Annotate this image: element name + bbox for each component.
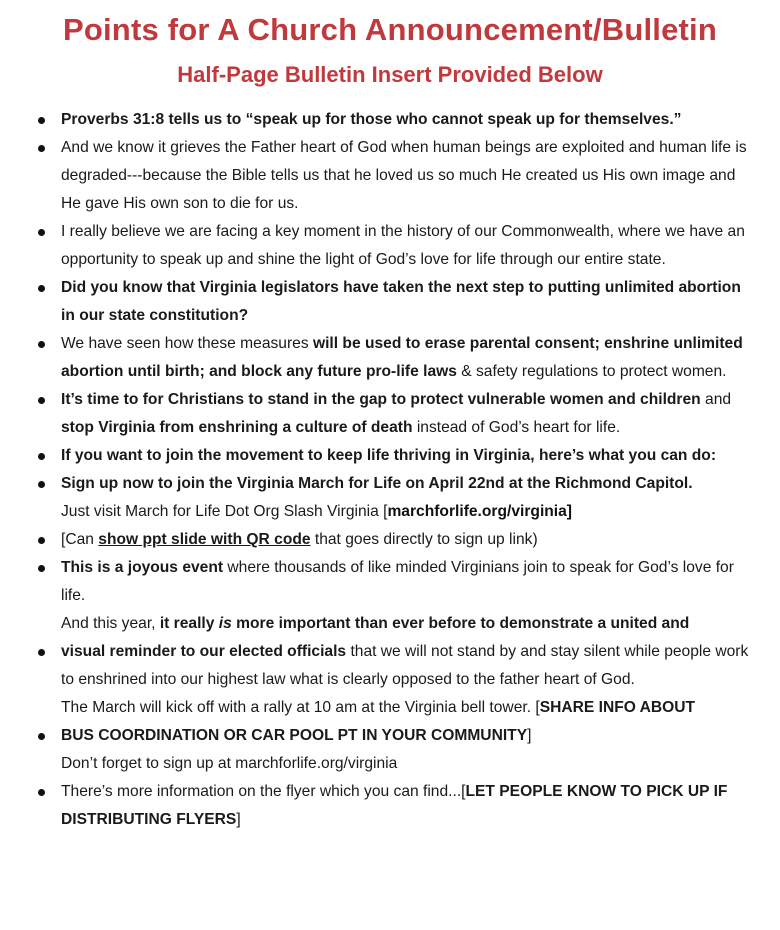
point-visual-reminder: [37, 638, 757, 722]
bullet-icon: [38, 397, 45, 404]
bullet-icon: [38, 117, 45, 124]
point-text: ]: [527, 727, 532, 744]
bullet-icon: [38, 285, 45, 292]
point-text: The March will kick off with a rally at 10 am at the Virginia bell tower. [: [61, 699, 540, 716]
bullet-icon: [38, 537, 45, 544]
point-legislators: [37, 274, 757, 330]
point-text: And we know it grieves the Father heart of God when human beings are exploited and human life is degraded---because the Bible tells us that he loved us so much He created us His own image and He gave His own son to die for us.: [61, 139, 747, 212]
point-text-emphasis: is: [218, 615, 232, 632]
point-text: and: [700, 391, 732, 408]
point-text-bold: more important than ever before to demonstrate a united and: [231, 615, 690, 632]
point-text: & safety regulations to protect women.: [456, 363, 727, 380]
point-this-year: [37, 610, 757, 638]
bullet-icon: [38, 229, 45, 236]
point-text: Don’t forget to sign up at marchforlife.org/virginia: [61, 755, 398, 772]
point-text: If you want to join the movement to keep life thriving in Virginia, here’s what you can do:: [61, 447, 717, 464]
bullet-icon: [38, 789, 45, 796]
point-sign-up: [37, 470, 757, 526]
point-text: And this year,: [61, 615, 160, 632]
point-joyous-event: [37, 554, 757, 610]
bullet-icon: [38, 649, 45, 656]
point-text: Proverbs 31:8 tells us to “speak up for those who cannot speak up for themselves.”: [61, 111, 682, 128]
point-text-bold: will be used to erase parental consent; enshrine unlimited abortion until birth; and block any future pro-life laws: [61, 335, 743, 380]
point-text: [Can: [61, 531, 99, 548]
point-text-bold: SHARE INFO ABOUT: [539, 699, 696, 716]
point-grieves: [37, 134, 757, 218]
point-text: where thousands of like minded Virginians join to speak for God’s love for life.: [61, 559, 734, 604]
point-text-bold: It’s time to for Christians to stand in the gap to protect vulnerable women and children: [61, 391, 701, 408]
point-text: instead of God’s heart for life.: [412, 419, 621, 436]
point-bus-coordination: [37, 722, 757, 778]
bullet-icon: [38, 565, 45, 572]
point-text-bold: visual reminder to our elected officials: [61, 643, 347, 660]
bullet-icon: [38, 341, 45, 348]
point-proverbs: [37, 106, 757, 134]
page-subtitle: Half-Page Bulletin Insert Provided Below: [177, 62, 603, 87]
point-text: We have seen how these measures: [61, 335, 313, 352]
point-text-bold: This is a joyous event: [61, 559, 224, 576]
page-title: Points for A Church Announcement/Bulletin: [62, 12, 718, 47]
point-key-moment: [37, 218, 757, 274]
point-flyer: [37, 778, 757, 834]
point-measures: [37, 330, 757, 386]
announcement-points-list: [37, 106, 757, 834]
point-text-bold: LET PEOPLE KNOW TO PICK UP IF DISTRIBUTING FLYERS: [61, 783, 728, 828]
point-text: There’s more information on the flyer which you can find...[: [61, 783, 466, 800]
point-text: I really believe we are facing a key moment in the history of our Commonwealth, where we have an opportunity to speak up and shine the light of God’s love for life through our entire state.: [61, 223, 745, 268]
bullet-icon: [38, 481, 45, 488]
point-text: that goes directly to sign up link): [310, 531, 538, 548]
point-text-bold: BUS COORDINATION OR CAR POOL PT IN YOUR COMMUNITY: [61, 727, 528, 744]
point-text: Did you know that Virginia legislators have taken the next step to putting unlimited abortion in our state constitution?: [61, 279, 741, 324]
point-stand-in-gap: [37, 386, 757, 442]
point-text: ]: [236, 811, 241, 828]
point-text: that we will not stand by and stay silent while people work to enshrined into our highest law what is clearly opposed to the father heart of God.: [61, 643, 749, 688]
point-text: Just visit March for Life Dot Org Slash Virginia [: [61, 503, 388, 520]
point-text-bold: Sign up now to join the Virginia March for Life on April 22nd at the Richmond Capitol.: [61, 475, 693, 492]
bullet-icon: [38, 453, 45, 460]
bullet-icon: [38, 145, 45, 152]
point-join-movement: [37, 442, 757, 470]
point-text-underlined: show ppt slide with QR code: [98, 531, 311, 548]
point-text-bold: stop Virginia from enshrining a culture of death: [61, 419, 413, 436]
marchforlife-link[interactable]: marchforlife.org/virginia]: [387, 503, 572, 520]
bullet-icon: [38, 733, 45, 740]
point-text-bold: it really: [159, 615, 219, 632]
point-ppt-slide: [37, 526, 757, 554]
